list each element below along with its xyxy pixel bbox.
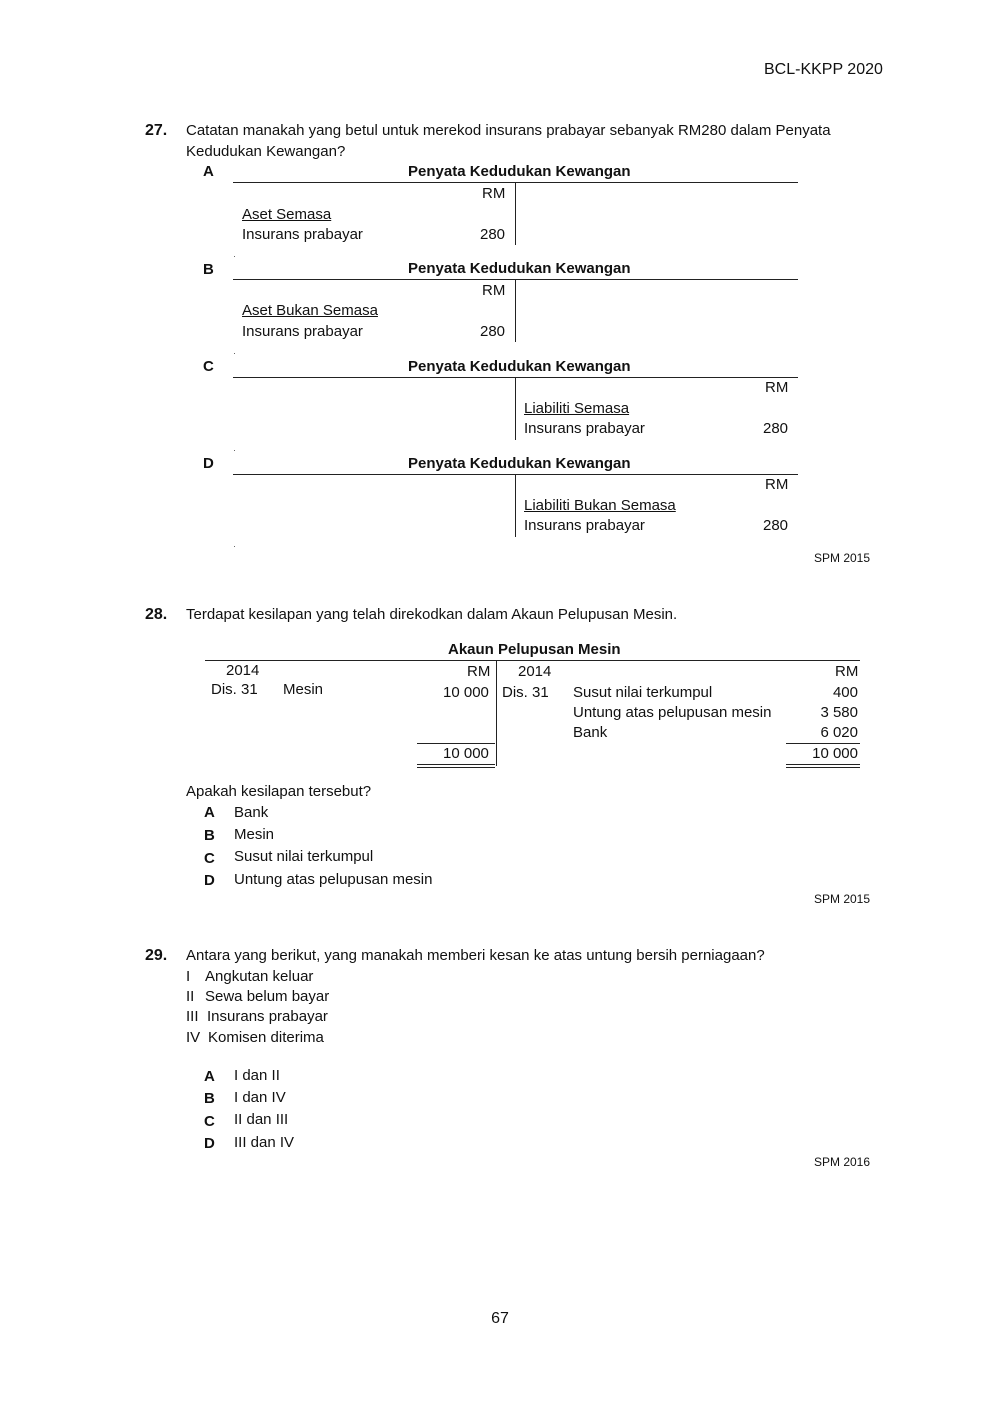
center-divider	[515, 182, 516, 245]
option-letter: A	[204, 1068, 215, 1085]
option-text: Mesin	[234, 826, 275, 843]
credit-double-rule-1	[786, 764, 860, 765]
debit-double-rule-2	[417, 767, 495, 768]
rm-label: RM	[765, 379, 789, 396]
q28-source: SPM 2015	[814, 892, 871, 906]
line-item: Insurans prabayar	[242, 226, 363, 243]
dot-mark	[234, 450, 235, 451]
page-number: 67	[491, 1310, 509, 1327]
account-center-divider	[496, 660, 497, 766]
option-letter: B	[204, 1090, 215, 1107]
statement-text: Insurans prabayar	[207, 1008, 328, 1025]
section-heading: Aset Semasa	[242, 206, 332, 223]
dot-mark	[234, 256, 235, 257]
center-divider	[515, 279, 516, 342]
debit-date: Dis. 31	[211, 681, 258, 698]
center-divider	[515, 377, 516, 440]
option-letter: D	[204, 1135, 215, 1152]
statement-text: Komisen diterima	[208, 1029, 324, 1046]
credit-item: Untung atas pelupusan mesin	[573, 704, 772, 721]
statement-title: Penyata Kedudukan Kewangan	[408, 260, 631, 277]
option-text: Susut nilai terkumpul	[234, 848, 374, 865]
dot-mark	[234, 353, 235, 354]
question-27-text-line2: Kedudukan Kewangan?	[186, 143, 346, 160]
debit-year: 2014	[226, 662, 260, 679]
line-item: Insurans prabayar	[524, 420, 645, 437]
section-heading: Liabiliti Semasa	[524, 400, 630, 417]
account-title-rule	[205, 660, 860, 661]
dot-mark	[234, 546, 235, 547]
line-amount: 280	[763, 420, 789, 437]
debit-double-rule-1	[417, 764, 495, 765]
section-heading: Liabiliti Bukan Semasa	[524, 497, 676, 514]
option-letter: B	[204, 827, 215, 844]
statement-roman: II	[186, 988, 195, 1005]
debit-total: 10 000	[443, 745, 489, 762]
center-divider	[515, 474, 516, 537]
statement-title: Penyata Kedudukan Kewangan	[408, 358, 631, 375]
question-29-number: 29.	[145, 947, 168, 964]
option-letter: A	[203, 163, 214, 180]
statement-roman: III	[186, 1008, 199, 1025]
debit-amount: 10 000	[443, 684, 489, 701]
line-item: Insurans prabayar	[524, 517, 645, 534]
line-amount: 280	[480, 226, 506, 243]
credit-amount: 3 580	[820, 704, 858, 721]
question-29-text: Antara yang berikut, yang manakah memberi kesan ke atas untung bersih perniagaan?	[186, 947, 765, 964]
rm-label: RM	[482, 282, 506, 299]
q29-source: SPM 2016	[814, 1155, 871, 1169]
credit-year: 2014	[518, 663, 552, 680]
line-amount: 280	[763, 517, 789, 534]
option-text: I dan II	[234, 1067, 280, 1084]
statement-roman: I	[186, 968, 191, 985]
option-letter: B	[203, 261, 214, 278]
question-27-text-line1: Catatan manakah yang betul untuk merekod insurans prabayar sebanyak RM280 dalam Penyata	[186, 122, 831, 139]
line-amount: 280	[480, 323, 506, 340]
option-letter: D	[203, 455, 214, 472]
credit-amount: 400	[832, 684, 858, 701]
question-27-number: 27.	[145, 122, 168, 139]
credit-total-rule	[786, 743, 860, 744]
section-heading: Aset Bukan Semasa	[242, 302, 378, 319]
account-title: Akaun Pelupusan Mesin	[448, 641, 621, 658]
question-28-number: 28.	[145, 606, 168, 623]
option-letter: A	[204, 804, 215, 821]
rm-label: RM	[482, 185, 506, 202]
debit-item: Mesin	[283, 681, 324, 698]
debit-total-rule	[417, 743, 495, 744]
option-letter: D	[204, 872, 215, 889]
credit-date: Dis. 31	[502, 684, 549, 701]
option-text: I dan IV	[234, 1089, 286, 1106]
option-letter: C	[203, 358, 214, 375]
option-text: III dan IV	[234, 1134, 295, 1151]
credit-double-rule-2	[786, 767, 860, 768]
credit-item: Bank	[573, 724, 608, 741]
statement-title: Penyata Kedudukan Kewangan	[408, 163, 631, 180]
option-letter: C	[204, 850, 215, 867]
question-28-prompt: Apakah kesilapan tersebut?	[186, 783, 372, 800]
credit-rm-label: RM	[835, 663, 859, 680]
credit-total: 10 000	[812, 745, 858, 762]
debit-rm-label: RM	[467, 663, 491, 680]
option-text: Bank	[234, 804, 269, 821]
q27-source: SPM 2015	[814, 551, 871, 565]
credit-item: Susut nilai terkumpul	[573, 684, 713, 701]
statement-text: Angkutan keluar	[205, 968, 314, 985]
option-letter: C	[204, 1113, 215, 1130]
option-text: II dan III	[234, 1111, 289, 1128]
option-text: Untung atas pelupusan mesin	[234, 871, 433, 888]
rm-label: RM	[765, 476, 789, 493]
line-item: Insurans prabayar	[242, 323, 363, 340]
credit-amount: 6 020	[820, 724, 858, 741]
question-28-text: Terdapat kesilapan yang telah direkodkan dalam Akaun Pelupusan Mesin.	[186, 606, 678, 623]
statement-roman: IV	[186, 1029, 201, 1046]
statement-title: Penyata Kedudukan Kewangan	[408, 455, 631, 472]
document-code: BCL-KKPP 2020	[764, 61, 883, 78]
statement-text: Sewa belum bayar	[205, 988, 330, 1005]
